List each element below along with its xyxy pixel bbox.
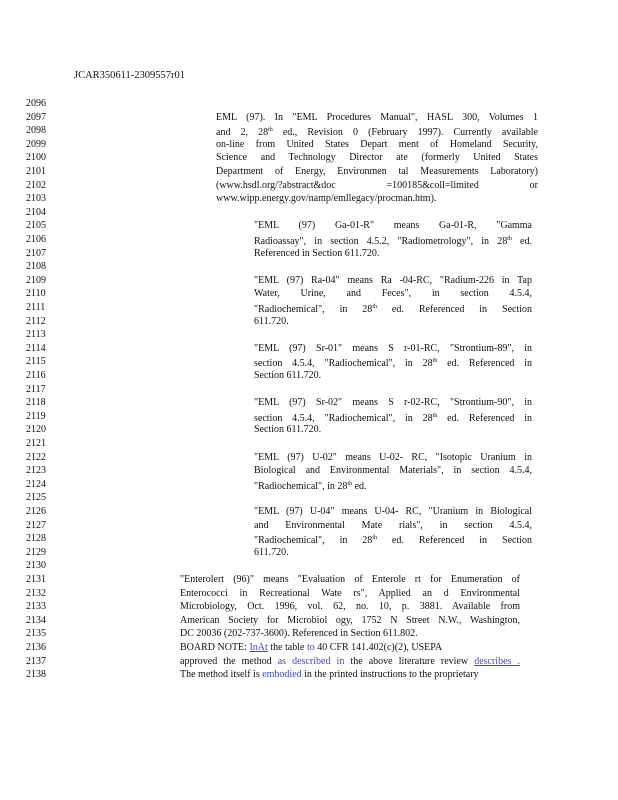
ordinal-suffix: th xyxy=(268,127,273,134)
text-segment: Biological and Environmental Materials", in section 4.5.4, xyxy=(254,465,532,477)
text-segment: Science and Technology Director ate (formerly United States xyxy=(216,152,538,164)
text-line xyxy=(254,478,367,494)
text-line xyxy=(254,505,532,519)
line-number: 2123 xyxy=(26,465,46,477)
line-number: 2115 xyxy=(26,356,46,368)
tracked-change: describes . xyxy=(474,655,520,667)
line-number: 2116 xyxy=(26,370,46,381)
text-line xyxy=(180,587,520,601)
ordinal-suffix: th xyxy=(432,412,438,419)
text-segment: Water, Urine, and Feces", in section 4.5.4, xyxy=(254,288,532,300)
text-segment: 40 CFR 141.402(c)(2), USEPA xyxy=(314,642,443,653)
line-number: 2134 xyxy=(26,614,46,626)
text-line xyxy=(180,573,520,587)
line-number: 2100 xyxy=(26,152,46,164)
text-segment: the table xyxy=(267,642,307,653)
ordinal-suffix: th xyxy=(432,358,438,365)
tracked-change: InAt xyxy=(249,642,268,653)
text-segment: "EML (97) U-02" means U-02- RC, "Isotopic Uranium in xyxy=(254,451,532,463)
line-number: 2110 xyxy=(26,288,46,300)
line-number: 2132 xyxy=(26,587,46,599)
text-line xyxy=(180,641,442,655)
line-number: 2098 xyxy=(26,125,46,137)
text-segment: on-line from United States Depart ment of Homeland Security, xyxy=(216,138,538,150)
line-number: 2127 xyxy=(26,519,46,531)
text-segment: Enterococci in Recreational Wate rs", Applied an d Environmental xyxy=(180,587,520,599)
text-segment: "EML (97) Ra-04" means Ra -04-RC, "Radium-226 in Tap xyxy=(254,274,532,286)
document-header: JCAR350611-2309557r01 xyxy=(74,70,186,81)
line-number: 2107 xyxy=(26,247,46,259)
line-number: 2122 xyxy=(26,451,46,463)
line-number: 2120 xyxy=(26,424,46,436)
line-number: 2111 xyxy=(26,302,46,313)
text-segment: www.wipp.energy.gov/namp/emllegacy/procman.htm). xyxy=(216,193,437,205)
text-segment: section 4.5.4, "Radiochemical", in 28 xyxy=(254,358,433,370)
line-number: 2121 xyxy=(26,438,46,449)
tracked-change: to xyxy=(306,642,315,653)
text-segment: the above literature review xyxy=(344,655,475,667)
text-segment: Section 611.720. xyxy=(254,424,322,436)
line-number: 2131 xyxy=(26,574,46,585)
text-line xyxy=(216,151,538,165)
text-line xyxy=(254,519,532,533)
text-segment: "EML (97) Ga-01-R" means Ga-01-R, "Gamma xyxy=(254,220,532,232)
text-segment: "Radiochemical", in 28 xyxy=(254,535,373,547)
text-line xyxy=(254,396,532,410)
line-number: 2104 xyxy=(26,206,46,218)
line-number: 2101 xyxy=(26,166,46,177)
text-segment: section 4.5.4, "Radiochemical", in 28 xyxy=(254,412,433,424)
ordinal-suffix: th xyxy=(372,304,377,310)
line-number: 2135 xyxy=(26,628,46,640)
text-line xyxy=(180,668,479,682)
text-segment: "EML (97) U-04" means U-04- RC, "Uranium in Biological xyxy=(254,506,532,517)
text-line xyxy=(254,315,289,329)
text-segment: approved the method xyxy=(180,655,278,667)
line-number: 2106 xyxy=(26,234,46,245)
text-line xyxy=(254,369,321,383)
text-line xyxy=(216,111,538,125)
line-number: 2099 xyxy=(26,138,46,150)
line-number: 2103 xyxy=(26,193,46,205)
text-line xyxy=(216,179,538,193)
line-number: 2105 xyxy=(26,220,46,232)
line-number: 2102 xyxy=(26,179,46,191)
text-line xyxy=(254,247,379,261)
text-line xyxy=(254,451,532,465)
tracked-change: embodied xyxy=(262,669,302,681)
text-line xyxy=(180,600,520,614)
line-number: 2126 xyxy=(26,506,46,517)
line-number: 2096 xyxy=(26,98,46,109)
line-number: 2117 xyxy=(26,383,46,395)
ordinal-suffix: th xyxy=(372,535,377,542)
line-number: 2138 xyxy=(26,669,46,681)
line-number: 2118 xyxy=(26,397,46,409)
line-number: 2108 xyxy=(26,261,46,273)
text-segment: The method itself is xyxy=(180,669,263,681)
text-line xyxy=(254,287,532,301)
text-segment: ed. Referenced in Section xyxy=(376,535,532,547)
line-number: 2133 xyxy=(26,601,46,613)
text-line xyxy=(180,655,520,669)
text-segment: EML (97). In "EML Procedures Manual", HASL 300, Volumes 1 xyxy=(216,111,538,123)
text-line xyxy=(254,342,532,356)
line-number: 2125 xyxy=(26,492,46,504)
text-line xyxy=(254,219,532,233)
text-line xyxy=(180,627,418,641)
text-segment: ed. Referenced in Section xyxy=(376,304,532,315)
text-segment: "EML (97) Sr-01" means S r-01-RC, "Strontium-89", in xyxy=(254,342,532,354)
text-segment: ed. Referenced in xyxy=(437,358,532,370)
text-segment: "Radiochemical", in 28 xyxy=(254,304,373,315)
text-line xyxy=(254,464,532,478)
ordinal-suffix: th xyxy=(507,236,512,242)
line-number: 2109 xyxy=(26,274,46,286)
text-segment: (www.hsdl.org/?abstract&doc =100185&coll=limited or xyxy=(216,179,538,191)
line-number: 2114 xyxy=(26,342,46,354)
text-segment: ed., Revision 0 (February 1997). Currently available xyxy=(272,127,538,139)
text-segment: BOARD NOTE: xyxy=(180,642,250,653)
line-number: 2128 xyxy=(26,533,46,545)
line-number: 2112 xyxy=(26,315,46,327)
line-number: 2136 xyxy=(26,642,46,653)
text-segment: "Enterolert (96)" means "Evaluation of Enterole rt for Enumeration of xyxy=(180,574,520,585)
tracked-change: as described in xyxy=(277,655,345,667)
text-segment: and 2, 28 xyxy=(216,127,269,139)
line-number: 2129 xyxy=(26,546,46,558)
text-line xyxy=(216,165,538,179)
text-line xyxy=(180,614,520,628)
text-segment: ed. xyxy=(511,236,532,247)
text-segment: "EML (97) Sr-02" means S r-02-RC, "Strontium-90", in xyxy=(254,397,532,409)
text-segment: Section 611.720. xyxy=(254,370,322,381)
text-segment: DC 20036 (202-737-3600). Referenced in Section 611.802. xyxy=(180,628,418,640)
text-segment: American Society for Microbiol ogy, 1752 N Street N.W., Washington, xyxy=(180,614,520,626)
text-line xyxy=(254,532,532,548)
text-line xyxy=(254,301,532,317)
text-segment: Microbiology, Oct. 1996, vol. 62, no. 10, p. 3881. Available from xyxy=(180,601,520,613)
text-segment: Referenced in Section 611.720. xyxy=(254,247,380,259)
line-number: 2137 xyxy=(26,655,46,667)
line-number: 2119 xyxy=(26,410,46,422)
line-number: 2097 xyxy=(26,111,46,123)
text-segment: "Radiochemical", in 28 xyxy=(254,480,348,492)
text-line xyxy=(216,138,538,152)
text-segment: 611.720. xyxy=(254,546,289,558)
text-line xyxy=(254,274,532,288)
line-number: 2124 xyxy=(26,478,46,490)
text-segment: ed. Referenced in xyxy=(437,412,532,424)
text-segment: Radioassay", in section 4.5.2, "Radiometrology", in 28 xyxy=(254,236,508,247)
text-segment: 611.720. xyxy=(254,315,289,327)
text-segment: ed. xyxy=(352,480,367,492)
text-segment: and Environmental Mate rials", in section 4.5.4, xyxy=(254,519,532,531)
text-line xyxy=(216,192,436,206)
ordinal-suffix: th xyxy=(347,480,353,487)
line-number: 2130 xyxy=(26,560,46,572)
text-line xyxy=(254,546,289,560)
text-segment: in the printed instructions to the proprietary xyxy=(301,669,479,681)
line-number: 2113 xyxy=(26,329,46,341)
text-segment: Department of Energy, Environmen tal Measurements Laboratory) xyxy=(216,166,538,177)
text-line xyxy=(254,423,321,437)
